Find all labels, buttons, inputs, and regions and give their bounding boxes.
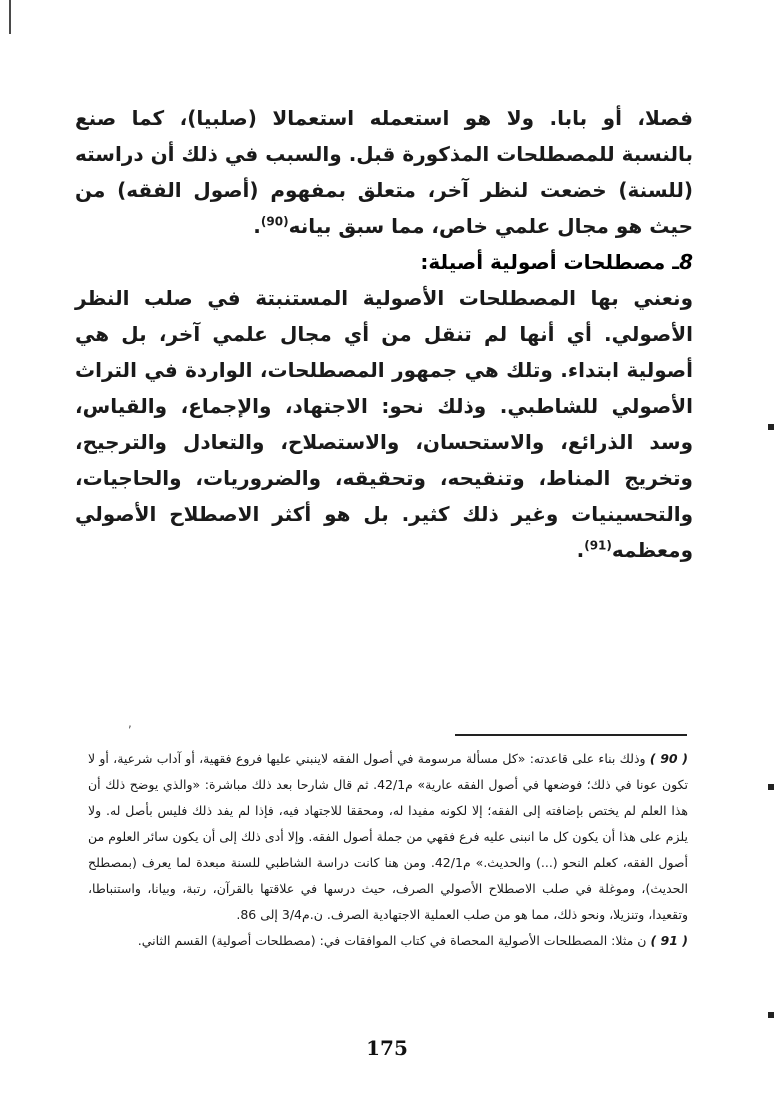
margin-mark — [768, 1012, 774, 1018]
section-number: 8 — [679, 250, 693, 274]
footnote-number: ( 91 ) — [650, 933, 688, 948]
page-number: 175 — [366, 1036, 408, 1060]
footnote-separator — [455, 734, 687, 736]
footnote-ref[interactable]: (91) — [584, 538, 612, 553]
scan-edge-line — [9, 0, 11, 34]
footnote-ref[interactable]: (90) — [260, 214, 289, 229]
paragraph: ونعني بها المصطلحات الأصولية المستنبتة في صلب النظر الأصولي. أي أنها لم تنقل من أي مجال علمي آخر، بل هي أصولية ابتداء. وتلك هي جمهور المصطلحات، الواردة في التراث الأصولي للشاطبي. وذلك نحو: الاجتهاد، والإجماع، والقياس، وسد الذرائع، والاستحسان، والاستصلاح، والتعادل والترجيح، وتخريج المناط، وتنقيحه، وتحقيقه، والضروريات، والحاجيات، والتحسينيات وغير ذلك كثير. بل هو أكثر الاصطلاح الأصولي ومعظمه$^{(91)}$. — [75, 286, 693, 562]
footnote-91 — [88, 928, 688, 954]
section-title: ـ مصطلحات أصولية أصيلة: — [420, 250, 680, 274]
footnote-text: ن مثلا: المصطلحات الأصولية المحصاة في كتاب الموافقات في: (مصطلحات أصولية) القسم الثاني. — [137, 933, 647, 948]
margin-mark — [768, 784, 774, 790]
footnote-text: وذلك بناء على قاعدته: «كل مسألة مرسومة في أصول الفقه لاينبني عليها فروع فقهية، أو آداب شرعية، أو لا تكون عونا في ذلك؛ فوضعها في أصول الفقه عارية» م42/1. ثم قال شارحا بعد ذلك مباشرة: «والذي يوضح ذلك أن هذا العلم لم يختص بإضافته إلى الفقه؛ إلا لكونه مفيدا له، ومحققا للاجتهاد فيه، فإذا لم يفد ذلك فليس بأصل له. ولا يلزم على هذا أن يكون كل ما انبنى عليه فرع فقهي من جملة أصول الفقه. وإلا أدى ذلك إلى أن يكون سائر العلوم من أصول الفقه، كعلم النحو (...) والحديث.» م42/1. ومن هنا كانت دراسة الشاطبي للسنة مبعدة لما يعرف (بمصطلح الحديث)، وموغلة في صلب الاصطلاح الأصولي الصرف، حيث درسها في علاقتها بالقرآن، رتبة، وبيانا، واستنباطا، وتقعيدا، وتنزيلا، ونحو ذلك، مما هو من صلب العملية الاجتهادية الصرف. ن.م3/4 إلى 86. — [88, 751, 689, 922]
paragraph: فصلا، أو بابا. ولا هو استعمله استعمالا (صلبيا)، كما صنع بالنسبة للمصطلحات المذكورة قبل. والسبب في ذلك أن دراسته (للسنة) خضعت لنظر آخر، متعلق بمفهوم (أصول الفقه) من حيث هو مجال علمي خاص، مما سبق بيانه$^{(90)}$. — [75, 106, 693, 238]
stray-mark: , — [128, 716, 132, 730]
main-text — [75, 100, 693, 568]
footnote-number: ( 90 ) — [649, 751, 688, 766]
margin-mark — [768, 424, 774, 430]
footnote-90 — [88, 746, 688, 928]
section-heading — [75, 244, 693, 280]
footnotes — [88, 746, 688, 954]
